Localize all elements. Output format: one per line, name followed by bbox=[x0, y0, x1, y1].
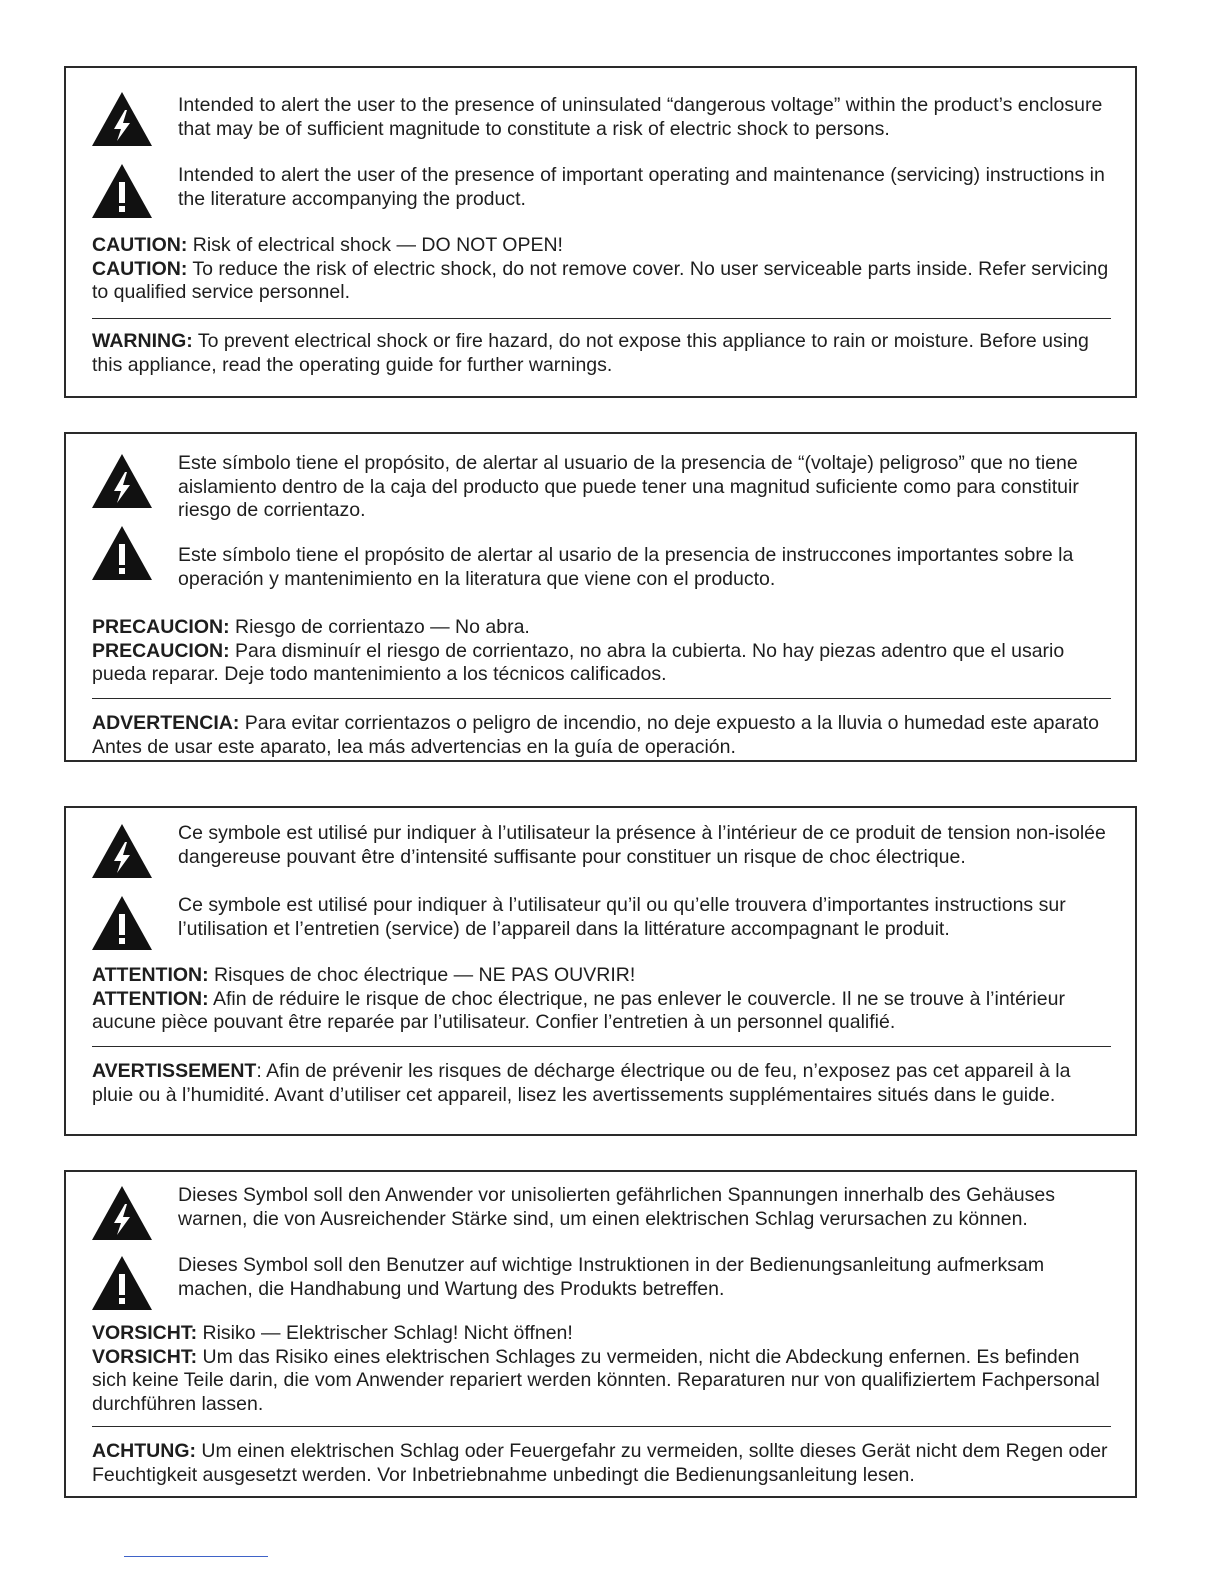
exclamation-warning-triangle-icon bbox=[90, 524, 154, 582]
caution-label: VORSICHT: bbox=[92, 1345, 198, 1368]
warning-note bbox=[92, 1060, 1109, 1107]
caution-note bbox=[92, 964, 1109, 988]
warning-label: ACHTUNG: bbox=[92, 1440, 196, 1462]
caution-text: Risiko — Elektrischer Schlag! Nicht öffnen! bbox=[197, 1322, 573, 1344]
warning-note bbox=[92, 1440, 1109, 1487]
warning-note bbox=[92, 330, 1109, 377]
caution-text: To reduce the risk of electric shock, do not remove cover. No user serviceable parts inside. Refer servicing to qualified service personnel. bbox=[92, 257, 1109, 303]
caution-label: ATTENTION: bbox=[92, 987, 209, 1010]
caution-label: PRECAUCION: bbox=[92, 639, 230, 662]
caution-text: Risk of electrical shock — DO NOT OPEN! bbox=[187, 234, 563, 256]
caution-notes bbox=[92, 616, 1109, 687]
warning-label: WARNING: bbox=[92, 330, 193, 352]
caution-note bbox=[92, 988, 1109, 1035]
exclamation-warning-triangle-icon bbox=[90, 162, 154, 220]
caution-label: ATTENTION: bbox=[92, 964, 209, 986]
symbol-description: Este símbolo tiene el propósito de alertar al usario de la presencia de instruccones importantes sobre la operación y mantenimiento en la literatura que viene con el producto. bbox=[178, 544, 1074, 590]
caution-text: Riesgo de corrientazo — No abra. bbox=[229, 616, 530, 638]
caution-label: PRECAUCION: bbox=[92, 616, 230, 638]
warning-label: AVERTISSEMENT bbox=[92, 1060, 257, 1082]
caution-text: Um das Risiko eines elektrischen Schlages zu vermeiden, nicht die Abdeckung enfernen. Es befinden sich keine Teile darin, die vom Anwender repariert werden könnten. Reparaturen nur von qualifiziertem Fachpersonal durchführen lassen. bbox=[92, 1345, 1100, 1415]
symbol-description: Intended to alert the user to the presence of uninsulated “dangerous voltage” within the product’s enclosure that may be of sufficient magnitude to constitute a risk of electric shock to persons. bbox=[178, 94, 1103, 140]
lightning-warning-triangle-icon bbox=[90, 822, 154, 880]
caution-notes bbox=[92, 964, 1109, 1035]
caution-text: Para disminuír el riesgo de corrientazo, no abra la cubierta. No hay piezas adentro que el usario pueda reparar. Deje todo mantenimiento a los técnicos calificados. bbox=[92, 639, 1065, 685]
lightning-warning-triangle-icon bbox=[90, 452, 154, 510]
caution-note bbox=[92, 616, 1109, 640]
caution-text: Risques de choc électrique — NE PAS OUVRIR! bbox=[208, 964, 636, 986]
caution-notes bbox=[92, 1322, 1109, 1416]
symbol-description: Este símbolo tiene el propósito, de alertar al usuario de la presencia de “(voltaje) peligroso” que no tiene aislamiento dentro de la caja del producto que puede tener una magnitud suficiente como para constituir riesgo de corrientazo. bbox=[178, 452, 1079, 521]
warning-text: : Afin de prévenir les risques de décharge électrique ou de feu, n’exposez pas cet appareil à la pluie ou à l’humidité. Avant d’utiliser cet appareil, lisez les avertissements supplémentaires situés dans le guide. bbox=[92, 1060, 1071, 1106]
safety-panel-english bbox=[64, 66, 1137, 398]
warning-label: ADVERTENCIA: bbox=[92, 712, 240, 734]
lightning-warning-triangle-icon bbox=[90, 90, 154, 148]
caution-note bbox=[92, 258, 1109, 305]
safety-panel-french bbox=[64, 806, 1137, 1136]
caution-note bbox=[92, 234, 1109, 258]
divider bbox=[92, 318, 1111, 319]
symbol-description: Dieses Symbol soll den Anwender vor unisolierten gefährlichen Spannungen innerhalb des Gehäuses warnen, die von Ausreichender Stärke sind, um einen elektrischen Schlag verursachen zu können. bbox=[178, 1184, 1055, 1230]
divider bbox=[92, 698, 1111, 699]
divider bbox=[92, 1426, 1111, 1427]
symbol-description: Ce symbole est utilisé pur indiquer à l’utilisateur la présence à l’intérieur de ce produit de tension non-isolée dangereuse pouvant être d’intensité suffisante pour constituer un risque de choc électrique. bbox=[178, 822, 1106, 868]
safety-panel-spanish bbox=[64, 432, 1137, 762]
warning-note bbox=[92, 712, 1109, 759]
caution-label: CAUTION: bbox=[92, 257, 188, 280]
caution-note bbox=[92, 1322, 1109, 1346]
caution-label: CAUTION: bbox=[92, 234, 188, 256]
safety-panel-german bbox=[64, 1170, 1137, 1498]
warning-text: Um einen elektrischen Schlag oder Feuergefahr zu vermeiden, sollte dieses Gerät nicht dem Regen oder Feuchtigkeit ausgesetzt werden. Vor Inbetriebnahme unbedingt die Bedienungsanleitung lesen. bbox=[92, 1440, 1108, 1486]
lightning-warning-triangle-icon bbox=[90, 1184, 154, 1242]
warning-text: To prevent electrical shock or fire hazard, do not expose this appliance to rain or moisture. Before using this appliance, read the operating guide for further warnings. bbox=[92, 330, 1089, 376]
symbol-description: Intended to alert the user of the presence of important operating and maintenance (servicing) instructions in the literature accompanying the product. bbox=[178, 164, 1105, 210]
caution-note bbox=[92, 1346, 1109, 1417]
exclamation-warning-triangle-icon bbox=[90, 1254, 154, 1312]
caution-text: Afin de réduire le risque de choc électrique, ne pas enlever le couvercle. Il ne se trouve à l’intérieur aucune pièce pouvant être reparée par l’utilisateur. Confier l’entretien à un personnel qualifié. bbox=[92, 987, 1065, 1033]
divider bbox=[92, 1046, 1111, 1047]
symbol-description: Dieses Symbol soll den Benutzer auf wichtige Instruktionen in der Bedienungsanleitung aufmerksam machen, die Handhabung und Wartung des Produkts betreffen. bbox=[178, 1254, 1045, 1300]
footer-rule bbox=[124, 1556, 268, 1557]
exclamation-warning-triangle-icon bbox=[90, 894, 154, 952]
caution-label: VORSICHT: bbox=[92, 1322, 198, 1344]
symbol-description: Ce symbole est utilisé pour indiquer à l’utilisateur qu’il ou qu’elle trouvera d’importantes instructions sur l’utilisation et l’entretien (service) de l’appareil dans la littérature accompagnant le produit. bbox=[178, 894, 1066, 940]
caution-note bbox=[92, 640, 1109, 687]
warning-text: Para evitar corrientazos o peligro de incendio, no deje expuesto a la lluvia o humedad este aparato Antes de usar este aparato, lea más advertencias en la guía de operación. bbox=[92, 712, 1099, 758]
caution-notes bbox=[92, 234, 1109, 305]
